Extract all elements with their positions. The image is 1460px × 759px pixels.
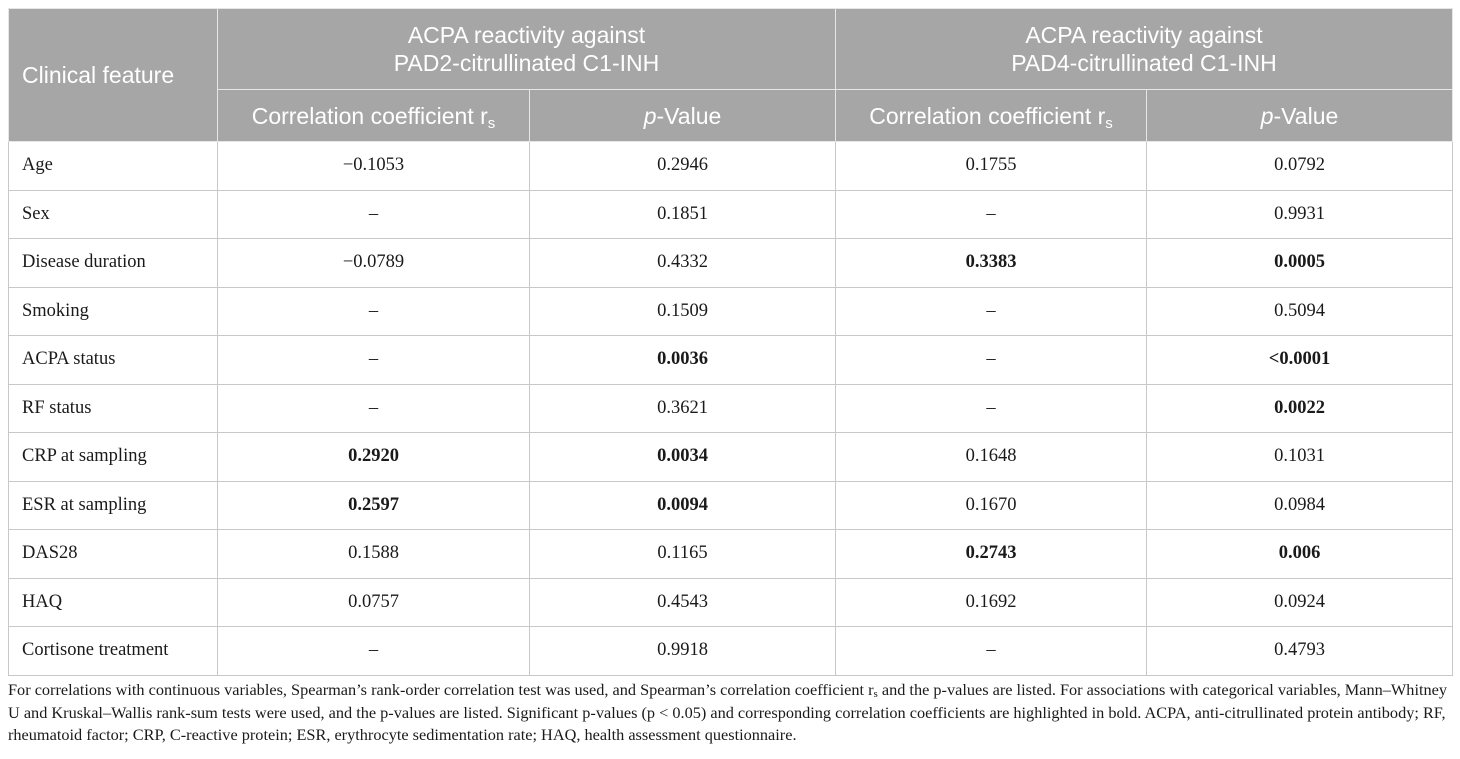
pad2-correlation-cell: –: [218, 287, 530, 336]
pad4-correlation-cell: 0.3383: [836, 239, 1147, 288]
pad2-pvalue-cell: 0.1851: [530, 190, 836, 239]
header-pad4-label: ACPA reactivity against PAD4-citrullinated C1-INH: [1011, 22, 1277, 76]
pad4-pvalue-cell: 0.9931: [1147, 190, 1453, 239]
table-row: [9, 190, 1453, 239]
pad2-pvalue-cell: 0.4332: [530, 239, 836, 288]
pad4-correlation-cell: –: [836, 627, 1147, 676]
table-footnote: For correlations with continuous variables, Spearman’s rank-order correlation test was used, and Spearman’s correlation coefficient $r_s$ and the p-values are listed. For associations with categorical variables, Mann–Whitney U and Kruskal–Wallis rank-sum tests were used, and the p-values are listed. Significant p-values (p < 0.05) and corresponding correlation coefficients are highlighted in bold. ACPA, anti-citrullinated protein antibody; RF, rheumatoid factor; CRP, C-reactive protein; ESR, erythrocyte sedimentation rate; HAQ, health assessment questionnaire.: [8, 680, 1447, 744]
results-table-container: [8, 8, 1452, 676]
header-pad4-group: [836, 9, 1453, 90]
pad4-correlation-cell: –: [836, 287, 1147, 336]
table-row: [9, 481, 1453, 530]
pad2-correlation-cell: 0.1588: [218, 530, 530, 579]
pad2-pvalue-cell: 0.3621: [530, 384, 836, 433]
header-clinical-feature: Clinical feature: [9, 9, 218, 142]
row-feature: CRP at sampling: [9, 433, 218, 482]
pad2-pvalue-cell: 0.4543: [530, 578, 836, 627]
pad2-pvalue-cell: 0.1165: [530, 530, 836, 579]
table-row: [9, 287, 1453, 336]
pad4-pvalue-cell: 0.0984: [1147, 481, 1453, 530]
pad4-correlation-cell: –: [836, 336, 1147, 385]
row-feature: Sex: [9, 190, 218, 239]
row-feature: RF status: [9, 384, 218, 433]
header-pad2-pvalue: p-Value: [530, 90, 836, 142]
table-row: [9, 142, 1453, 191]
header-pad2-correlation: Correlation coefficient $r_s$: [218, 90, 530, 142]
header-pad2-group: [218, 9, 836, 90]
table-row: [9, 530, 1453, 579]
pad2-correlation-cell: −0.1053: [218, 142, 530, 191]
pad4-pvalue-cell: 0.0792: [1147, 142, 1453, 191]
header-pad4-pvalue: p-Value: [1147, 90, 1453, 142]
row-feature: ESR at sampling: [9, 481, 218, 530]
row-feature: Disease duration: [9, 239, 218, 288]
pad4-correlation-cell: 0.1692: [836, 578, 1147, 627]
pad2-correlation-cell: 0.2920: [218, 433, 530, 482]
pad4-correlation-cell: 0.1670: [836, 481, 1147, 530]
pad4-pvalue-cell: 0.0924: [1147, 578, 1453, 627]
pad4-correlation-cell: –: [836, 384, 1147, 433]
pad2-correlation-cell: –: [218, 384, 530, 433]
row-feature: ACPA status: [9, 336, 218, 385]
pad2-pvalue-cell: 0.0034: [530, 433, 836, 482]
pad2-pvalue-cell: 0.2946: [530, 142, 836, 191]
pad4-pvalue-cell: 0.4793: [1147, 627, 1453, 676]
pad2-correlation-cell: –: [218, 336, 530, 385]
pad2-pvalue-cell: 0.9918: [530, 627, 836, 676]
pad4-pvalue-cell: 0.1031: [1147, 433, 1453, 482]
pad2-pvalue-cell: 0.0094: [530, 481, 836, 530]
pad4-pvalue-cell: 0.006: [1147, 530, 1453, 579]
pad4-correlation-cell: –: [836, 190, 1147, 239]
table-row: [9, 336, 1453, 385]
table-row: [9, 578, 1453, 627]
row-feature: HAQ: [9, 578, 218, 627]
pad4-pvalue-cell: <0.0001: [1147, 336, 1453, 385]
pad4-correlation-cell: 0.1755: [836, 142, 1147, 191]
pad4-correlation-cell: 0.1648: [836, 433, 1147, 482]
pad4-pvalue-cell: 0.0022: [1147, 384, 1453, 433]
pad2-correlation-cell: –: [218, 190, 530, 239]
row-feature: Age: [9, 142, 218, 191]
pad2-correlation-cell: –: [218, 627, 530, 676]
header-pad2-label: ACPA reactivity against PAD2-citrullinated C1-INH: [393, 22, 660, 76]
pad4-pvalue-cell: 0.5094: [1147, 287, 1453, 336]
table-row: [9, 433, 1453, 482]
pad2-correlation-cell: 0.0757: [218, 578, 530, 627]
pad4-pvalue-cell: 0.0005: [1147, 239, 1453, 288]
table-row: [9, 384, 1453, 433]
pad4-correlation-cell: 0.2743: [836, 530, 1147, 579]
pad2-pvalue-cell: 0.0036: [530, 336, 836, 385]
row-feature: Cortisone treatment: [9, 627, 218, 676]
row-feature: Smoking: [9, 287, 218, 336]
correlation-table: [8, 8, 1453, 676]
header-pad4-correlation: Correlation coefficient $r_s$: [836, 90, 1147, 142]
table-row: [9, 239, 1453, 288]
pad2-correlation-cell: −0.0789: [218, 239, 530, 288]
table-row: [9, 627, 1453, 676]
row-feature: DAS28: [9, 530, 218, 579]
pad2-pvalue-cell: 0.1509: [530, 287, 836, 336]
pad2-correlation-cell: 0.2597: [218, 481, 530, 530]
